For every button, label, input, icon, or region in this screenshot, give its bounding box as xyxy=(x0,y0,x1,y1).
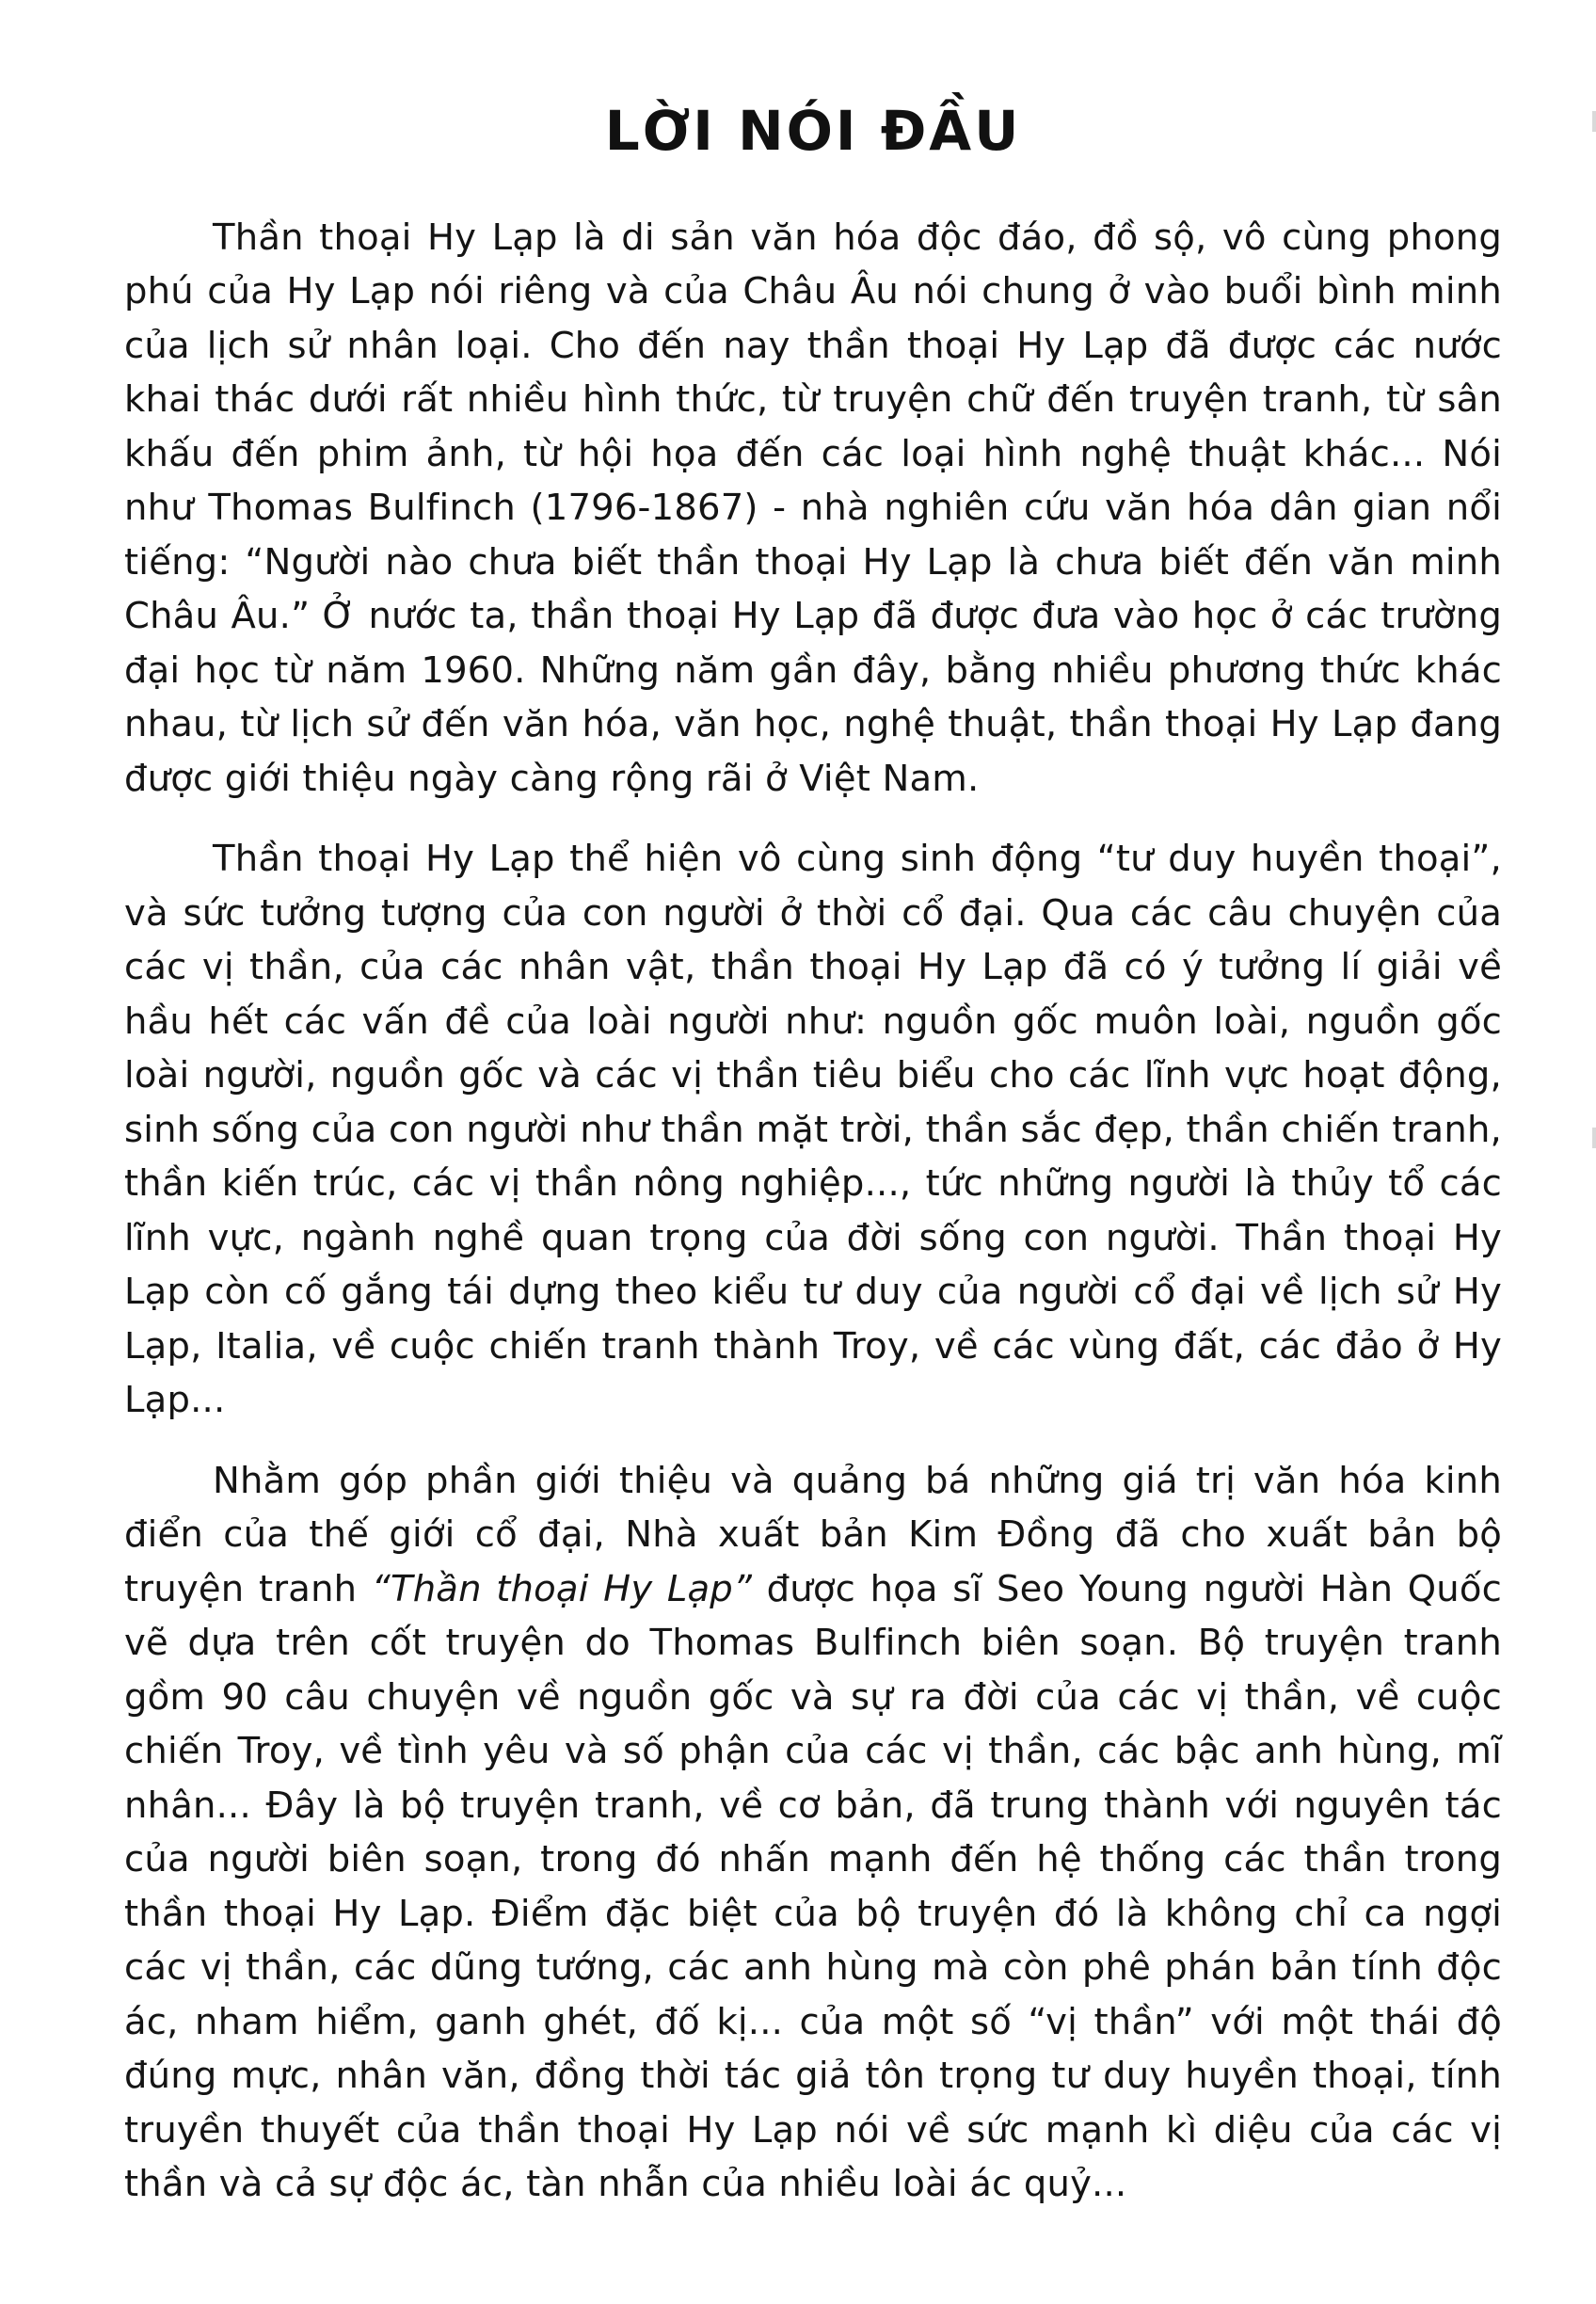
book-title-italic: “Thần thoại Hy Lạp” xyxy=(371,1567,753,1610)
scan-edge-mark xyxy=(1592,1128,1596,1148)
paragraph-3 xyxy=(124,1454,1502,2212)
page-title: LỜI NÓI ĐẦU xyxy=(604,99,1022,163)
paragraph-2: Thần thoại Hy Lạp thể hiện vô cùng sinh động “tư duy huyền thoại”, và sức tưởng tượng của con người ở thời cổ đại. Qua các câu chuyện của các vị thần, của các nhân vật, thần thoại Hy Lạp đã có ý tưởng lí giải về hầu hết các vấn đề của loài người như: nguồn gốc muôn loài, nguồn gốc loài người, nguồn gốc và các vị thần tiêu biểu cho các lĩnh vực hoạt động, sinh sống của con người như thần mặt trời, thần sắc đẹp, thần chiến tranh, thần kiến trúc, các vị thần nông nghiệp..., tức những người là thủy tổ các lĩnh vực, ngành nghề quan trọng của đời sống con người. Thần thoại Hy Lạp còn cố gắng tái dựng theo kiểu tư duy của người cổ đại về lịch sử Hy Lạp, Italia, về cuộc chiến tranh thành Troy, về các vùng đất, các đảo ở Hy Lạp... xyxy=(124,838,1502,1422)
paragraph-3-text-before: Nhằm góp phần giới thiệu và quảng bá những giá trị văn hóa kinh điển của thế giới cổ đại, Nhà xuất bản Kim Đồng đã cho xuất bản bộ truyện tranh xyxy=(124,1459,1502,1610)
scan-edge-mark xyxy=(1592,111,1596,132)
paragraph-1: Thần thoại Hy Lạp là di sản văn hóa độc đáo, đồ sộ, vô cùng phong phú của Hy Lạp nói riêng và của Châu Âu nói chung ở vào buổi bình minh của lịch sử nhân loại. Cho đến nay thần thoại Hy Lạp đã được các nước khai thác dưới rất nhiều hình thức, từ truyện chữ đến truyện tranh, từ sân khấu đến phim ảnh, từ hội họa đến các loại hình nghệ thuật khác... Nói như Thomas Bulfinch (1796-1867) - nhà nghiên cứu văn hóa dân gian nổi tiếng: “Người nào chưa biết thần thoại Hy Lạp là chưa biết đến văn minh Châu Âu.” Ở nước ta, thần thoại Hy Lạp đã được đưa vào học ở các trường đại học từ năm 1960. Những năm gần đây, bằng nhiều phương thức khác nhau, từ lịch sử đến văn hóa, văn học, nghệ thuật, thần thoại Hy Lạp đang được giới thiệu ngày càng rộng rãi ở Việt Nam. xyxy=(124,216,1502,800)
paragraph-3-text-after: được họa sĩ Seo Young người Hàn Quốc vẽ dựa trên cốt truyện do Thomas Bulfinch biên soạn. Bộ truyện tranh gồm 90 câu chuyện về nguồn gốc và sự ra đời của các vị thần, về cuộc chiến Troy, về tình yêu và số phận của các vị thần, các bậc anh hùng, mĩ nhân... Đây là bộ truyện tranh, về cơ bản, đã trung thành với nguyên tác của người biên soạn, trong đó nhấn mạnh đến hệ thống các thần trong thần thoại Hy Lạp. Điểm đặc biệt của bộ truyện đó là không chỉ ca ngợi các vị thần, các dũng tướng, các anh hùng mà còn phê phán bản tính độc ác, nham hiểm, ganh ghét, đố kị... của một số “vị thần” với một thái độ đúng mực, nhân văn, đồng thời tác giả tôn trọng tư duy huyền thoại, tính truyền thuyết của thần thoại Hy Lạp nói về sức mạnh kì diệu của các vị thần và cả sự độc ác, tàn nhẫn của nhiều loài ác quỷ... xyxy=(124,1567,1502,2206)
